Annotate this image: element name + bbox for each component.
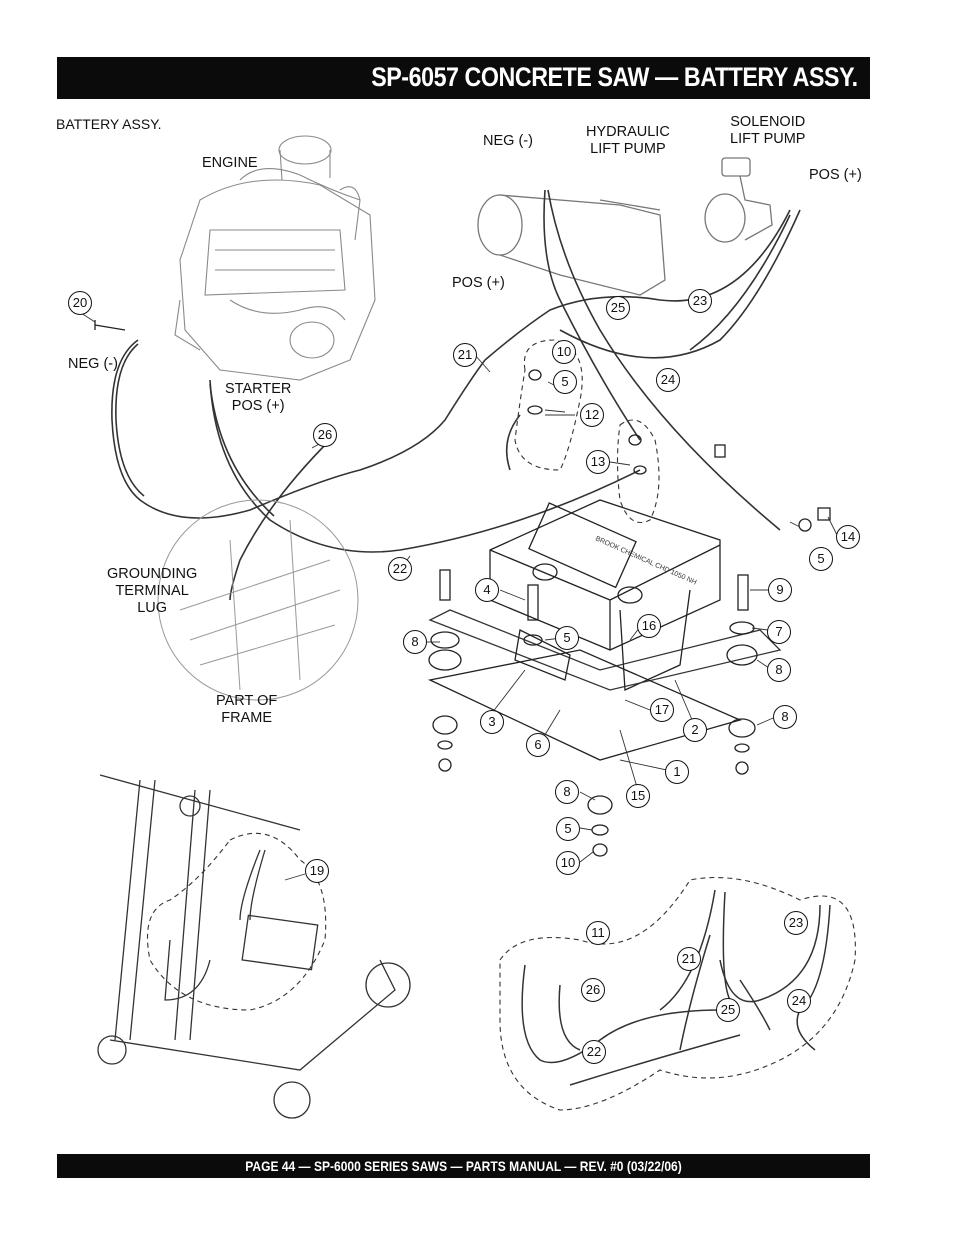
battery-lid-text: BROOK CHEMICAL CHD 1050 NH [594, 535, 698, 587]
callout-14: 14 [836, 525, 860, 549]
grounding-lug-label: GROUNDING TERMINAL LUG [107, 566, 198, 616]
callout-7: 7 [767, 620, 791, 644]
callout-8: 8 [403, 630, 427, 654]
pos-right-label: POS (+) [809, 167, 862, 183]
hydraulic-pump-label: HYDRAULIC LIFT PUMP [586, 124, 670, 157]
callout-17: 17 [650, 698, 674, 722]
callout-24: 24 [787, 989, 811, 1013]
callout-26: 26 [581, 978, 605, 1002]
callout-24: 24 [656, 368, 680, 392]
callout-20: 20 [68, 291, 92, 315]
callout-8: 8 [767, 658, 791, 682]
callout-9: 9 [768, 578, 792, 602]
callout-8: 8 [555, 780, 579, 804]
callout-5: 5 [556, 817, 580, 841]
callout-1: 1 [665, 760, 689, 784]
callout-12: 12 [580, 403, 604, 427]
pos-mid-label: POS (+) [452, 275, 505, 291]
callout-5: 5 [809, 547, 833, 571]
page-title: SP-6057 CONCRETE SAW — BATTERY ASSY. [371, 62, 858, 92]
callout-16: 16 [637, 614, 661, 638]
callout-6: 6 [526, 733, 550, 757]
engine-drawing [175, 136, 375, 380]
callout-19: 19 [305, 859, 329, 883]
footer-text: PAGE 44 — SP-6000 SERIES SAWS — PARTS MANUAL — REV. #0 (03/22/06) [245, 1158, 682, 1174]
callout-10: 10 [552, 340, 576, 364]
solenoid-pump-drawing [705, 158, 772, 242]
callout-4: 4 [475, 578, 499, 602]
callout-3: 3 [480, 710, 504, 734]
neg-left-label: NEG (-) [68, 356, 118, 372]
callout-26: 26 [313, 423, 337, 447]
callout-5: 5 [553, 370, 577, 394]
callout-10: 10 [556, 851, 580, 875]
callout-2: 2 [683, 718, 707, 742]
cables [112, 190, 800, 600]
engine-label: ENGINE [202, 155, 258, 171]
callout-5: 5 [555, 626, 579, 650]
callout-22: 22 [388, 557, 412, 581]
callout-25: 25 [606, 296, 630, 320]
callout-13: 13 [586, 450, 610, 474]
callout-21: 21 [453, 343, 477, 367]
callout-25: 25 [716, 998, 740, 1022]
callout-22: 22 [582, 1040, 606, 1064]
callout-23: 23 [688, 289, 712, 313]
starter-label: STARTER POS (+) [225, 381, 292, 414]
callout-15: 15 [626, 784, 650, 808]
solenoid-pump-label: SOLENOID LIFT PUMP [730, 114, 806, 147]
footer-bar [57, 1154, 870, 1178]
callout-8: 8 [773, 705, 797, 729]
frame-label: PART OF FRAME [216, 693, 278, 726]
callout-11: 11 [586, 921, 610, 945]
hydraulic-pump-drawing [478, 195, 665, 295]
callout-21: 21 [677, 947, 701, 971]
saw-frame-drawing [98, 775, 410, 1118]
callout-23: 23 [784, 911, 808, 935]
neg-top-label: NEG (-) [483, 133, 533, 149]
section-label: BATTERY ASSY. [56, 116, 162, 132]
